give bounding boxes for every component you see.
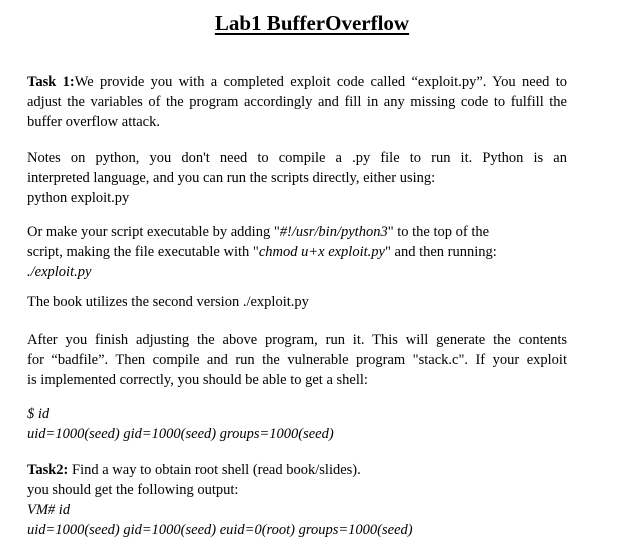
page-title	[0, 10, 624, 36]
task2-line-1	[27, 460, 567, 480]
executable-line-2-a: script, making the file executable with "	[27, 244, 259, 260]
task1-label: Task 1:	[27, 74, 75, 90]
notes-line-2: interpreted language, and you can run the scripts directly, either using:	[27, 170, 436, 186]
notes-paragraph	[27, 148, 567, 208]
executable-paragraph	[27, 222, 567, 282]
after-paragraph	[27, 330, 567, 390]
task2-cmd: VM# id	[27, 502, 71, 518]
after-line-2: for “badfile”. Then compile and run the vulnerable program "stack.c". If your exploit	[27, 352, 567, 368]
shell-output-1	[27, 404, 567, 444]
task1-paragraph	[27, 72, 567, 132]
after-line-1: After you finish adjusting the above program, run it. This will generate the contents	[27, 332, 567, 348]
executable-line-1-b: " to the top of the	[387, 224, 490, 240]
executable-line-1	[27, 222, 567, 242]
executable-line-2	[27, 242, 567, 262]
executable-line-1-a: Or make your script executable by adding "	[27, 224, 280, 240]
page-title-text: Lab1 BufferOverflow	[214, 11, 410, 35]
task1-text: We provide you with a completed exploit code called “exploit.py”. You need to adjust the variables of the program accordingly and fill in any missing code to fulfill the buffer overflow attack.	[27, 74, 567, 130]
notes-line-1: Notes on python, you don't need to compile a .py file to run it. Python is an	[27, 150, 567, 166]
executable-line-2-b: " and then running:	[384, 244, 497, 260]
shebang-code: #!/usr/bin/python3	[279, 224, 388, 240]
notes-line-3: python exploit.py	[27, 190, 130, 206]
task2-text: Find a way to obtain root shell (read book/slides).	[68, 462, 361, 478]
task2-line-2: you should get the following output:	[27, 482, 239, 498]
after-line-3: is implemented correctly, you should be able to get a shell:	[27, 372, 368, 388]
shell-1-cmd: $ id	[27, 406, 50, 422]
task2-paragraph	[27, 460, 567, 540]
chmod-code: chmod u+x exploit.py	[258, 244, 385, 260]
task2-label: Task2:	[27, 462, 69, 478]
shell-1-output: uid=1000(seed) gid=1000(seed) groups=1000(seed)	[27, 426, 334, 442]
executable-line-3: ./exploit.py	[27, 264, 92, 280]
book-note: The book utilizes the second version ./exploit.py	[27, 294, 309, 310]
task2-output: uid=1000(seed) gid=1000(seed) euid=0(root) groups=1000(seed)	[27, 522, 413, 538]
